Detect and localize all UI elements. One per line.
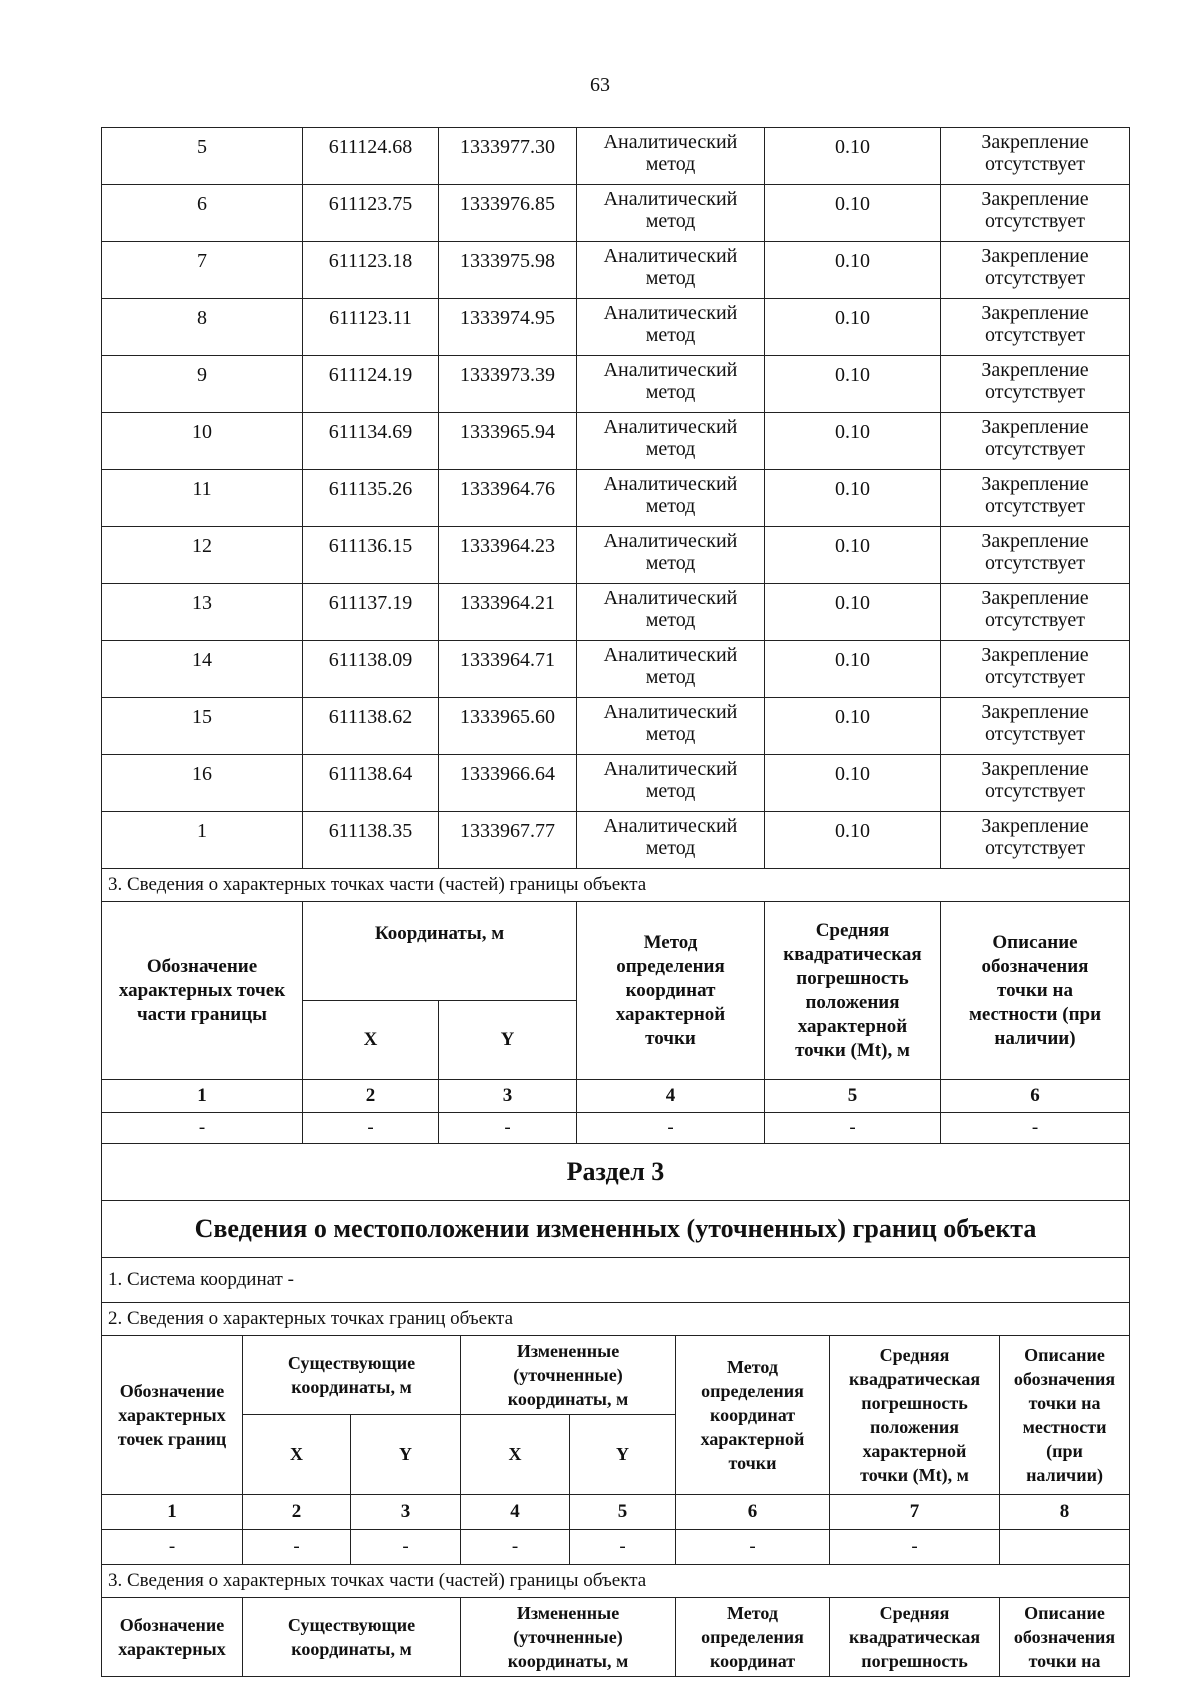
header-method: Метод определения координат характерной точки [676,1335,830,1494]
description: Закрепление отсутствует [941,356,1130,413]
header-description: Описание обозначения точки на местности (при наличии) [941,902,1130,1080]
x-coordinate: 611138.62 [303,698,439,755]
mt-value: 0.10 [765,698,941,755]
method: Аналитический метод [577,185,765,242]
part-caption-row [102,1564,1130,1597]
x-coordinate: 611124.68 [303,128,439,185]
table-row [102,128,1130,185]
point-number: 8 [102,299,303,356]
method: Аналитический метод [577,812,765,869]
x-coordinate: 611136.15 [303,527,439,584]
page-number: 63 [590,74,610,96]
point-number: 9 [102,356,303,413]
description: Закрепление отсутствует [941,527,1130,584]
point-number: 13 [102,584,303,641]
method: Аналитический метод [577,755,765,812]
section-subtitle-row [102,1201,1130,1258]
method: Аналитический метод [577,356,765,413]
method: Аналитический метод [577,299,765,356]
point-number: 11 [102,470,303,527]
description: Закрепление отсутствует [941,812,1130,869]
x-coordinate: 611124.19 [303,356,439,413]
header-description: Описание обозначения точки на [1000,1597,1130,1676]
header-mt: Средняя квадратическая погрешность положения характерной точки (Mt), м [765,902,941,1080]
y-coordinate: 1333977.30 [439,128,577,185]
y-coordinate: 1333964.76 [439,470,577,527]
mt-value: 0.10 [765,527,941,584]
table-row [102,755,1130,812]
table-row [102,812,1130,869]
boundary-points-table [101,127,1130,1336]
header-mt: Средняя квадратическая погрешность положения характерной точки (Mt), м [830,1335,1000,1494]
header-designation: Обозначение характерных точек границ [102,1335,243,1494]
x-coordinate: 611138.35 [303,812,439,869]
section-title: Раздел 3 [102,1144,1130,1201]
header-x: X [303,1001,439,1080]
table-row [102,641,1130,698]
table-row [102,698,1130,755]
description: Закрепление отсутствует [941,698,1130,755]
part-caption: 3. Сведения о характерных точках части (частей) границы объекта [102,1564,1130,1597]
header-changed-coords: Измененные (уточненные) координаты, м [461,1335,676,1415]
mt-value: 0.10 [765,185,941,242]
y-coordinate: 1333975.98 [439,242,577,299]
header-existing-coords: Существующие координаты, м [243,1335,461,1415]
method: Аналитический метод [577,413,765,470]
y-coordinate: 1333965.94 [439,413,577,470]
x-coordinate: 611123.18 [303,242,439,299]
header-mt: Средняя квадратическая погрешность [830,1597,1000,1676]
y-coordinate: 1333964.21 [439,584,577,641]
header-designation: Обозначение характерных точек части границы [102,902,303,1080]
mt-value: 0.10 [765,299,941,356]
header-changed-y: Y [570,1415,676,1495]
point-number: 15 [102,698,303,755]
table-row [102,242,1130,299]
header-method: Метод определения координат характерной точки [577,902,765,1080]
description: Закрепление отсутствует [941,755,1130,812]
point-number: 7 [102,242,303,299]
mt-value: 0.10 [765,470,941,527]
x-coordinate: 611123.11 [303,299,439,356]
table-row [102,527,1130,584]
method: Аналитический метод [577,527,765,584]
empty-values-row: - - - - - - - [102,1529,1130,1564]
header-changed-coords: Измененные (уточненные) координаты, м [461,1597,676,1676]
description: Закрепление отсутствует [941,299,1130,356]
point-number: 1 [102,812,303,869]
mt-value: 0.10 [765,242,941,299]
part-points-header-row [102,902,1130,1001]
description: Закрепление отсутствует [941,242,1130,299]
column-numbers-row: 1 2 3 4 5 6 [102,1080,1130,1113]
x-coordinate: 611123.75 [303,185,439,242]
point-number: 6 [102,185,303,242]
column-numbers-row: 1 2 3 4 5 6 7 8 [102,1494,1130,1529]
description: Закрепление отсутствует [941,584,1130,641]
table-row [102,185,1130,242]
mt-value: 0.10 [765,755,941,812]
y-coordinate: 1333964.71 [439,641,577,698]
method: Аналитический метод [577,584,765,641]
coord-system-row [102,1258,1130,1303]
x-coordinate: 611137.19 [303,584,439,641]
table-row [102,584,1130,641]
mt-value: 0.10 [765,356,941,413]
mt-value: 0.10 [765,128,941,185]
header-coordinates: Координаты, м [303,902,577,1001]
header-method: Метод определения координат [676,1597,830,1676]
table-row [102,356,1130,413]
part-points-caption-row [102,869,1130,902]
changed-header-row [102,1335,1130,1415]
document-body [101,127,1129,1677]
table-row [102,413,1130,470]
header-designation: Обозначение характерных [102,1597,243,1676]
header-existing-coords: Существующие координаты, м [243,1597,461,1676]
method: Аналитический метод [577,470,765,527]
point-number: 12 [102,527,303,584]
point-number: 10 [102,413,303,470]
table-row [102,299,1130,356]
section-subtitle: Сведения о местоположении измененных (уточненных) границ объекта [102,1201,1130,1258]
point-number: 14 [102,641,303,698]
y-coordinate: 1333976.85 [439,185,577,242]
point-number: 5 [102,128,303,185]
mt-value: 0.10 [765,413,941,470]
part-header-row [102,1597,1130,1676]
method: Аналитический метод [577,641,765,698]
boundary-caption: 2. Сведения о характерных точках границ объекта [102,1303,1130,1336]
y-coordinate: 1333967.77 [439,812,577,869]
section-title-row [102,1144,1130,1201]
x-coordinate: 611138.09 [303,641,439,698]
y-coordinate: 1333965.60 [439,698,577,755]
coord-system: 1. Система координат - [102,1258,1130,1303]
y-coordinate: 1333973.39 [439,356,577,413]
header-description: Описание обозначения точки на местности (при наличии) [1000,1335,1130,1494]
empty-values-row: - - - - - - [102,1113,1130,1144]
changed-boundary-table [101,1335,1130,1677]
point-number: 16 [102,755,303,812]
x-coordinate: 611138.64 [303,755,439,812]
table-row [102,470,1130,527]
method: Аналитический метод [577,128,765,185]
y-coordinate: 1333966.64 [439,755,577,812]
mt-value: 0.10 [765,812,941,869]
boundary-caption-row [102,1303,1130,1336]
coord-rows [102,128,1130,869]
description: Закрепление отсутствует [941,128,1130,185]
x-coordinate: 611134.69 [303,413,439,470]
mt-value: 0.10 [765,641,941,698]
description: Закрепление отсутствует [941,413,1130,470]
method: Аналитический метод [577,242,765,299]
description: Закрепление отсутствует [941,641,1130,698]
description: Закрепление отсутствует [941,470,1130,527]
x-coordinate: 611135.26 [303,470,439,527]
part-points-caption: 3. Сведения о характерных точках части (частей) границы объекта [102,869,1130,902]
mt-value: 0.10 [765,584,941,641]
y-coordinate: 1333964.23 [439,527,577,584]
header-existing-x: X [243,1415,351,1495]
header-existing-y: Y [351,1415,461,1495]
y-coordinate: 1333974.95 [439,299,577,356]
header-changed-x: X [461,1415,570,1495]
header-y: Y [439,1001,577,1080]
method: Аналитический метод [577,698,765,755]
description: Закрепление отсутствует [941,185,1130,242]
